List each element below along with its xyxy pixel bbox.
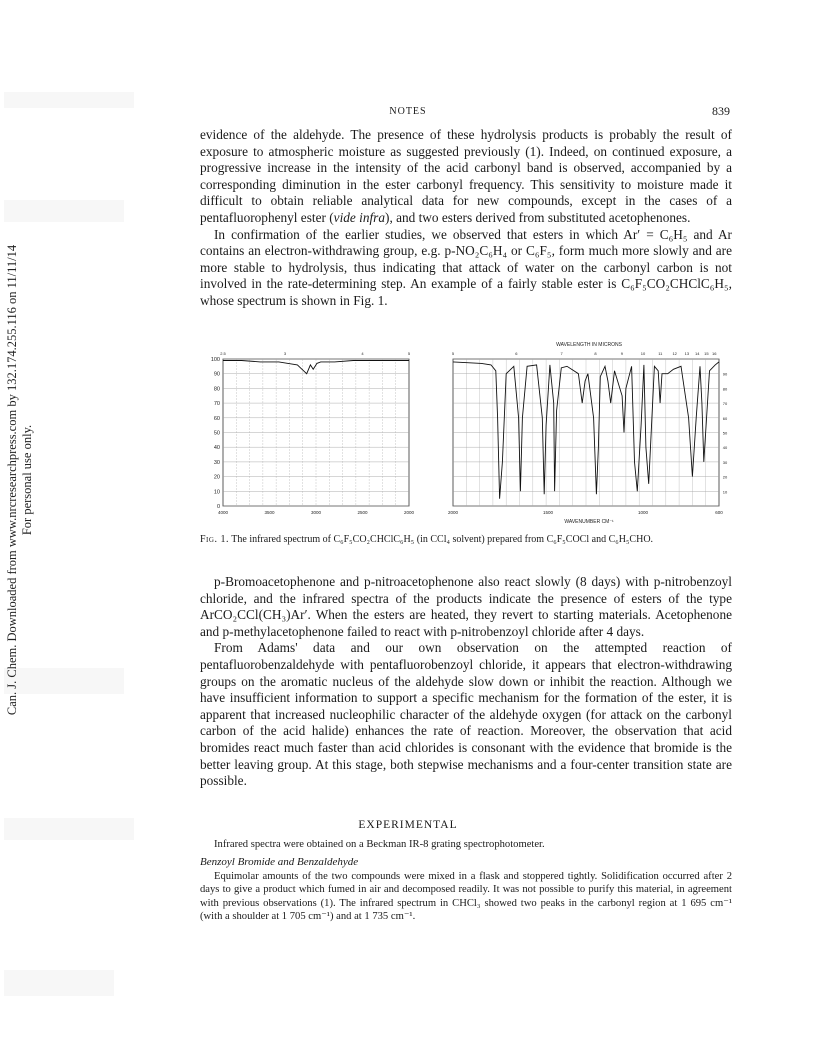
- y-tick-label: 60: [213, 415, 220, 422]
- paragraph-1: [200, 127, 732, 227]
- top-tick-label: 12: [672, 351, 677, 356]
- x-tick-label: 2500: [357, 510, 368, 515]
- paragraph-1-a: evidence of the aldehyde. The presence of these hydrolysis products is probably the result of exposure to atmospheric moisture as suggested previously (1). Indeed, on continued exposure, a progressive increase in the intensity of the acid carbonyl band is observed, accompanied by a corresponding diminution in the ester carbonyl frequency. This sensitivity to moisture made it difficult to obtain reliable analytical data for new compounds, except in the cases of a pentafluorophenyl ester (: [200, 127, 732, 225]
- x-tick-label: 2000: [403, 510, 415, 515]
- x-tick-label: 2000: [447, 510, 459, 515]
- x-tick-label: 3000: [310, 510, 322, 515]
- top-tick-label: 15: [704, 351, 709, 356]
- figure-caption-text: The infrared spectrum of C₆F₅CO₂CHClC₆H₅ (in CCl₄ solvent) prepared from C₆F₅COCl and C₆H₅CHO.: [231, 534, 654, 545]
- experimental-heading: EXPERIMENTAL: [358, 819, 458, 831]
- figure-caption-label: Fig. 1.: [200, 534, 229, 545]
- y-tick-label-right: 90: [722, 371, 728, 377]
- top-tick-label: 10: [640, 351, 646, 356]
- y-tick-label-right: 20: [722, 474, 728, 480]
- top-tick-label: 7: [560, 351, 563, 356]
- paragraph-3: p-Bromoacetophenone and p-nitroacetophenone also react slowly (8 days) with p-nitrobenzoyl chloride, and the infrared spectra of the products indicate the presence of esters of the type ArCO₂CCl(CH₃)Ar′. When the esters are heated, they revert to starting materials. Acetophenone and p-methylacetophenone failed to react with p-nitrobenzoyl chloride after 4 days.: [200, 574, 732, 639]
- y-tick-label: 50: [213, 430, 220, 437]
- bottom-axis-title: WAVENUMBER CM⁻¹: [564, 519, 614, 525]
- top-tick-label: 3: [283, 351, 287, 356]
- y-tick-label: 0: [216, 504, 220, 510]
- figure-caption: [200, 534, 734, 546]
- paragraph-4: From Adams' data and our own observation on the attempted reaction of pentafluorobenzaldehyde with pentafluorobenzoyl chloride, it appears that electron-withdrawing groups on the aromatic nucleus of the aldehyde slow down or inhibit the reaction. Although we have insufficient information to support a specific mechanism for the formation of the ester, it is apparent that increased nucleophilic character of the aldehyde oxygen (for attack on the carbonyl carbon of the acid halide) enhances the rate of reaction. Moreover, the observation that acid bromides react much faster than acid chlorides is consonant with the evidence that bromide is the better leaving group. At this stage, both stepwise mechanisms and a four-center transition state are possible.: [200, 640, 732, 789]
- y-tick-label-right: 40: [722, 445, 728, 451]
- download-notice-line2: For personal use only.: [20, 424, 34, 536]
- x-tick-label: 1000: [637, 510, 649, 515]
- top-tick-label: 2.5: [220, 351, 226, 356]
- discussion-text-block: [200, 574, 732, 790]
- top-tick-label: 4: [361, 351, 364, 356]
- x-tick-label: 3500: [264, 510, 275, 515]
- ir-spectrum-figure: [199, 341, 734, 527]
- top-tick-label: 6: [515, 351, 518, 356]
- experimental-subhead-text: Benzoyl Bromide and Benzaldehyde: [200, 856, 359, 869]
- intro-text-block: [200, 127, 732, 310]
- y-tick-label-right: 80: [722, 386, 728, 392]
- y-tick-label: 10: [213, 489, 220, 496]
- paragraph-1-italic: vide infra: [333, 209, 386, 225]
- y-tick-label-right: 10: [722, 489, 728, 495]
- scan-smudge: [4, 970, 114, 996]
- y-tick-label: 70: [213, 401, 220, 408]
- top-tick-label: 8: [594, 351, 597, 356]
- y-tick-label: 100: [210, 357, 220, 363]
- top-tick-label: 5: [407, 351, 411, 356]
- y-tick-label: 30: [213, 459, 220, 466]
- experimental-block: [200, 838, 732, 923]
- page-number: 839: [712, 104, 730, 118]
- experimental-subhead: [200, 856, 732, 869]
- y-tick-label: 80: [213, 386, 220, 393]
- experimental-paragraph: Equimolar amounts of the two compounds were mixed in a flask and stoppered tightly. Solidification occurred after 2 days to give a product which fumed in air and decomposed readily. It was not possible to purify this material, in agreement with previous observations (1). The infrared spectrum in CHCl₃ showed two peaks in the carbonyl region at 1 695 cm⁻¹ (with a shoulder at 1 705 cm⁻¹) and at 1 735 cm⁻¹.: [200, 870, 732, 923]
- top-tick-label: 16: [712, 351, 717, 356]
- x-tick-label: 600: [715, 510, 723, 515]
- paragraph-2: In confirmation of the earlier studies, we observed that esters in which Ar′ = C₆H₅ and Ar contains an electron-withdrawing group, e.g. p-NO₂C₆H₄ or C₆F₅, form much more slowly and are more stable to hydrolysis, thus indicating that attack of water on the carbonyl carbon is not involved in the rate-determining step. An example of a fairly stable ester is C₆F₅CO₂CHClC₆H₅, whose spectrum is shown in Fig. 1.: [200, 226, 732, 308]
- y-tick-label: 20: [213, 474, 220, 481]
- download-notice: [0, 244, 40, 716]
- scan-smudge: [4, 200, 124, 222]
- top-tick-label: 13: [684, 351, 690, 356]
- top-tick-label: 14: [695, 351, 700, 356]
- top-tick-label: 9: [620, 351, 624, 356]
- download-notice-line1: Can. J. Chem. Downloaded from www.nrcresearchpress.com by 132.174.255.116 on 11/11/14: [5, 244, 19, 716]
- y-tick-label-right: 60: [722, 415, 728, 421]
- y-tick-label: 40: [213, 445, 220, 452]
- top-tick-label: 5: [451, 351, 455, 356]
- x-tick-label: 1500: [542, 510, 554, 515]
- running-header: NOTES: [389, 106, 427, 117]
- y-tick-label-right: 50: [722, 430, 728, 436]
- x-tick-label: 4000: [217, 510, 229, 515]
- experimental-intro: Infrared spectra were obtained on a Beckman IR-8 grating spectrophotometer.: [214, 839, 545, 850]
- y-tick-label-right: 70: [722, 401, 728, 407]
- ir-spectrum-chart: [199, 341, 734, 527]
- y-tick-label: 90: [213, 371, 220, 378]
- paragraph-1-b: ), and two esters derived from substituted acetophenones.: [385, 209, 691, 225]
- top-axis-title: WAVELENGTH IN MICRONS: [556, 342, 622, 348]
- top-tick-label: 11: [658, 351, 663, 356]
- y-tick-label-right: 30: [722, 459, 728, 465]
